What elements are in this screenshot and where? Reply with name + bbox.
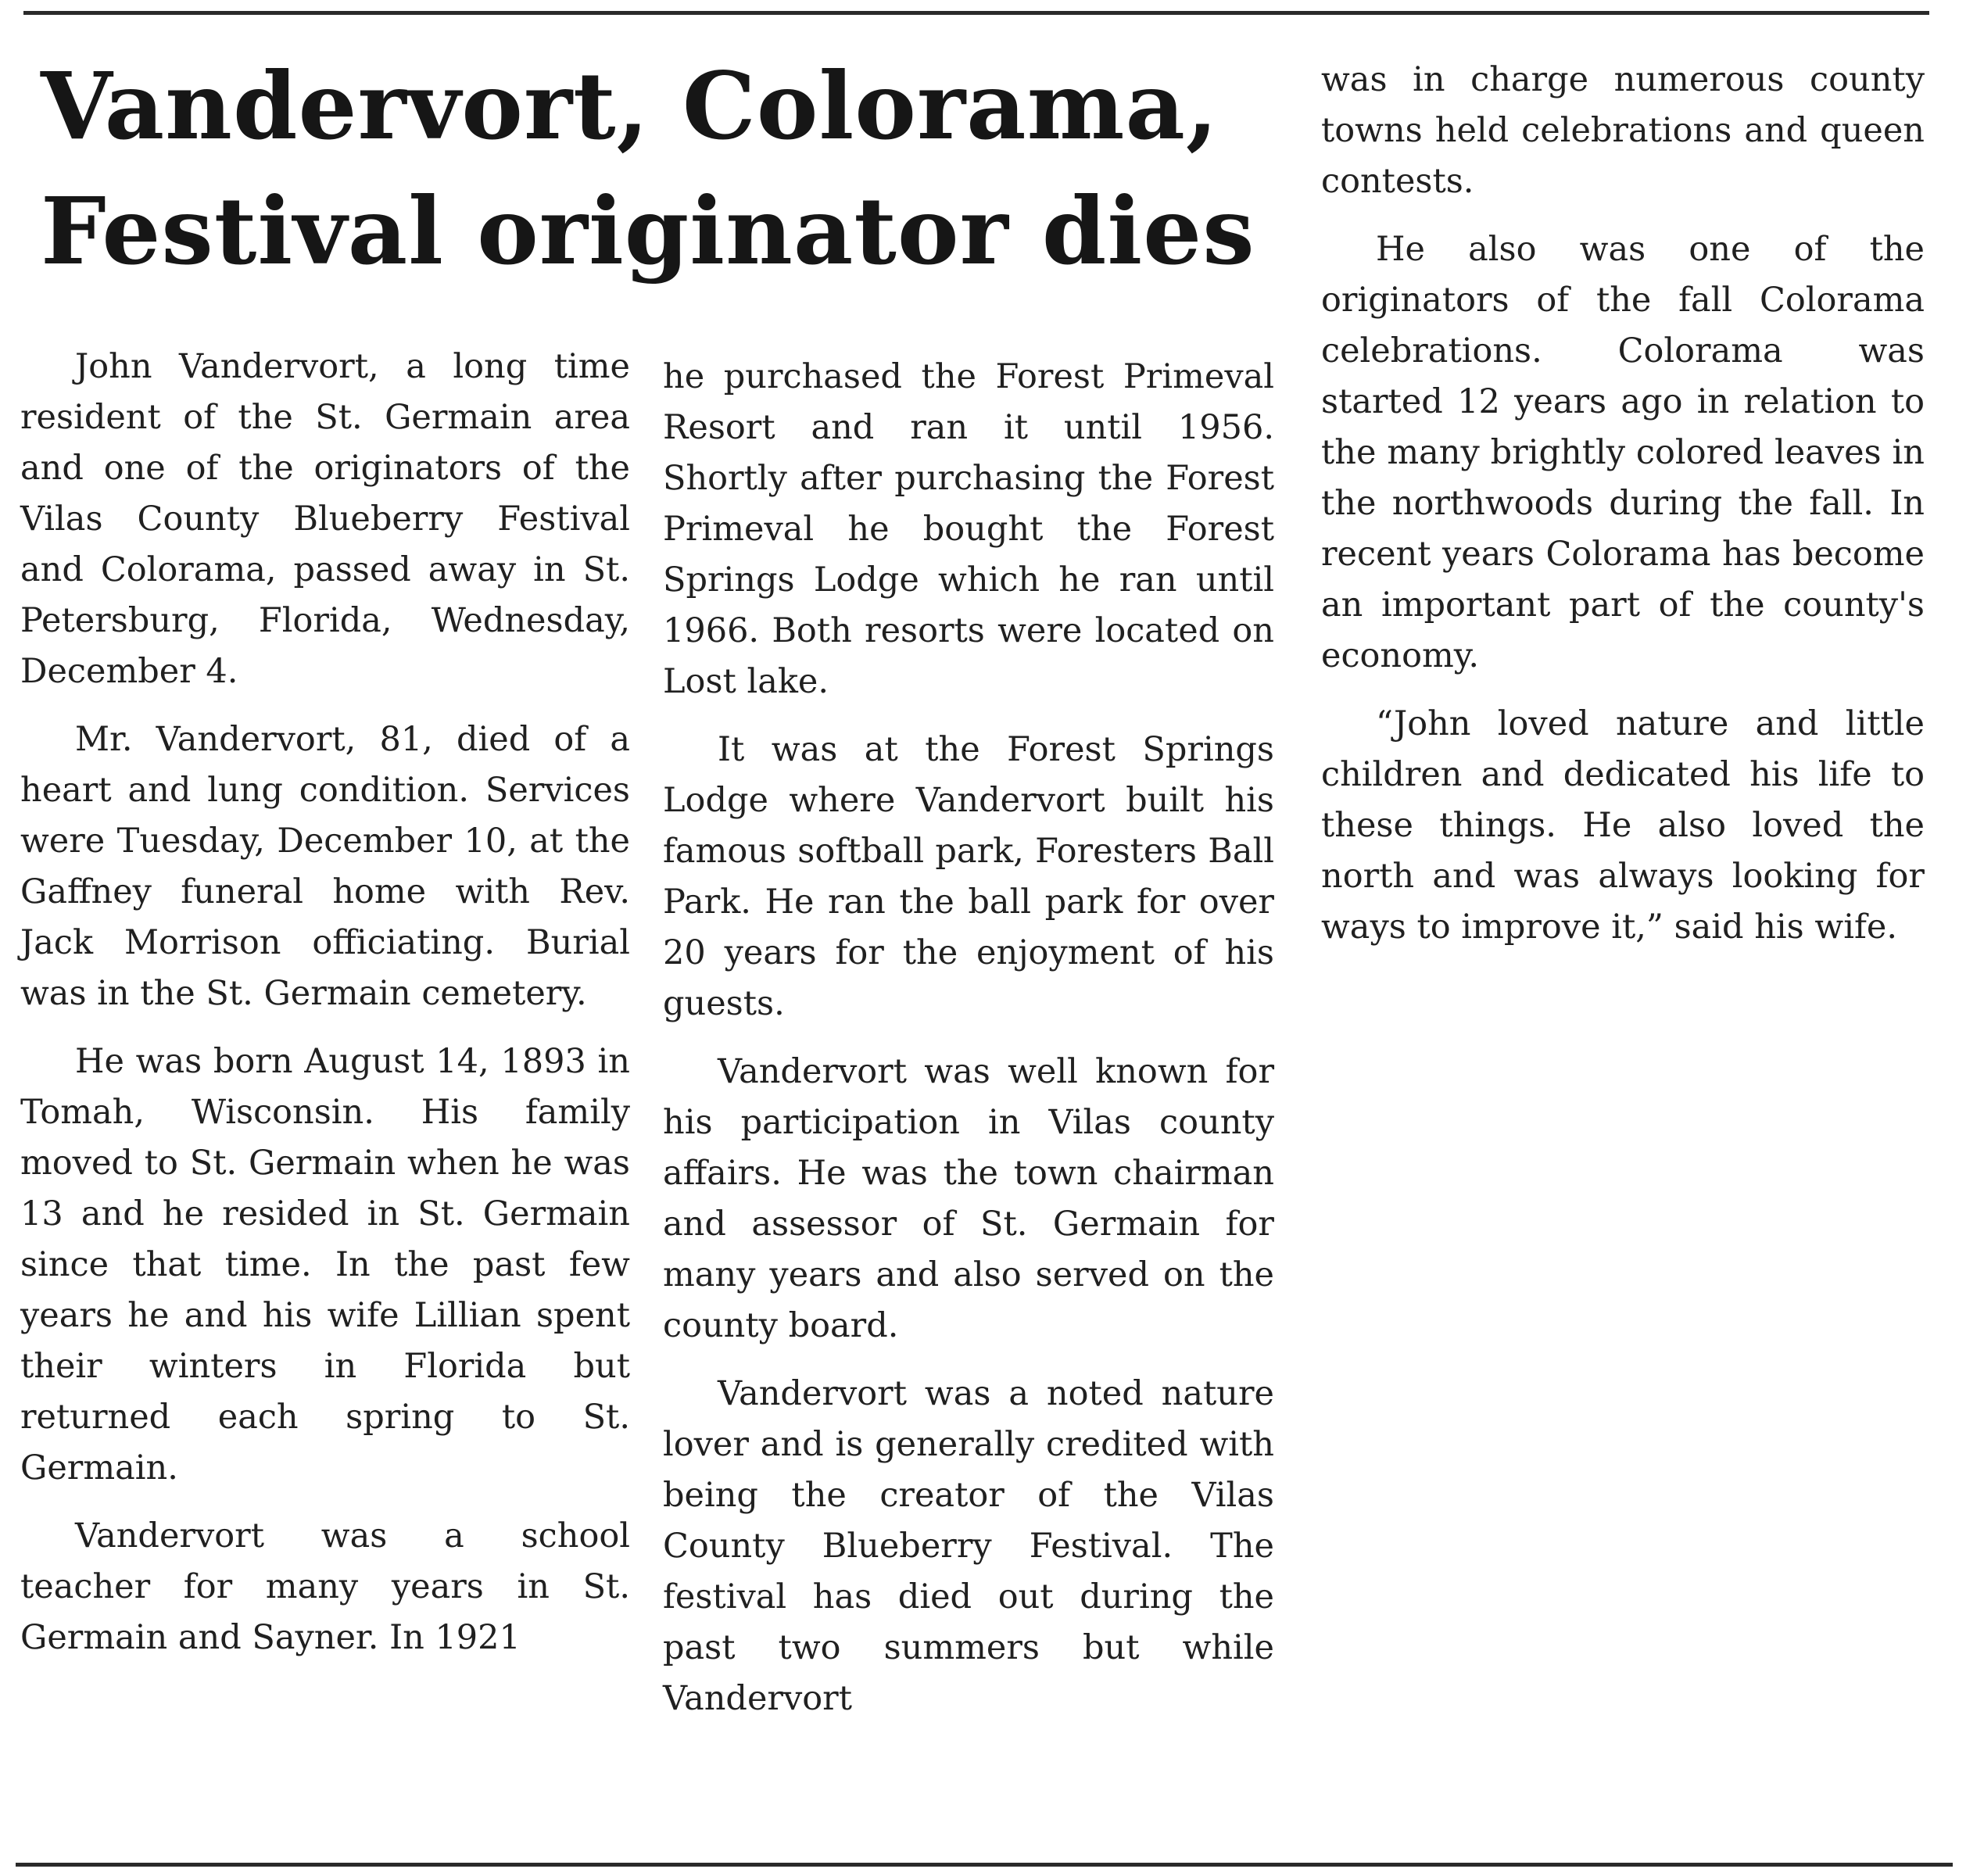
top-rule <box>23 11 1929 15</box>
headline-line-2: Festival originator dies <box>41 177 1255 285</box>
paragraph: he purchased the Forest Primeval Resort and ran it until 1956. Shortly after purchasing the Forest Primeval he bought the Forest Springs Lodge which he ran until 1966. Both resorts were located on Lost lake. <box>663 357 1274 701</box>
article-column-1 <box>20 342 630 1663</box>
paragraph: Mr. Vandervort, 81, died of a heart and lung condition. Services were Tuesday, December 10, at the Gaffney funeral home with Rev. Jack Morrison officiating. Burial was in the St. Germain cemetery. <box>20 720 630 1013</box>
paragraph: John Vandervort, a long time resident of the St. Germain area and one of the originators of the Vilas County Blueberry Festival and Colorama, passed away in St. Petersburg, Florida, Wednesday, December 4. <box>20 347 630 691</box>
bottom-rule <box>16 1863 1953 1867</box>
paragraph: He was born August 14, 1893 in Tomah, Wisconsin. His family moved to St. Germain when he was 13 and he resided in St. Germain since that time. In the past few years he and his wife Lillian spent their winters in Florida but returned each spring to St. Germain. <box>20 1042 630 1488</box>
paragraph: Vandervort was a noted nature lover and is generally credited with being the creator of the Vilas County Blueberry Festival. The festival has died out during the past two summers but while Vandervort <box>663 1374 1274 1718</box>
paragraph: was in charge numerous county towns held celebrations and queen contests. <box>1321 60 1925 201</box>
article-headline <box>41 44 1291 294</box>
paragraph: “John loved nature and little children and dedicated his life to these things. He also loved the north and was always looking for ways to improve it,” said his wife. <box>1321 704 1925 947</box>
paragraph: Vandervort was a school teacher for many years in St. Germain and Sayner. In 1921 <box>20 1516 630 1657</box>
article-column-2 <box>663 352 1274 1724</box>
paragraph: It was at the Forest Springs Lodge where Vandervort built his famous softball park, Foresters Ball Park. He ran the ball park for over 20 years for the enjoyment of his guests. <box>663 730 1274 1023</box>
paragraph: Vandervort was well known for his participation in Vilas county affairs. He was the town chairman and assessor of St. Germain for many years and also served on the county board. <box>663 1052 1274 1345</box>
article-column-3 <box>1321 55 1925 953</box>
paragraph: He also was one of the originators of the fall Colorama celebrations. Colorama was started 12 years ago in relation to the many brightly colored leaves in the northwoods during the fall. In recent years Colorama has become an important part of the county's economy. <box>1321 230 1925 675</box>
headline-line-1: Vandervort, Colorama, <box>41 52 1219 160</box>
